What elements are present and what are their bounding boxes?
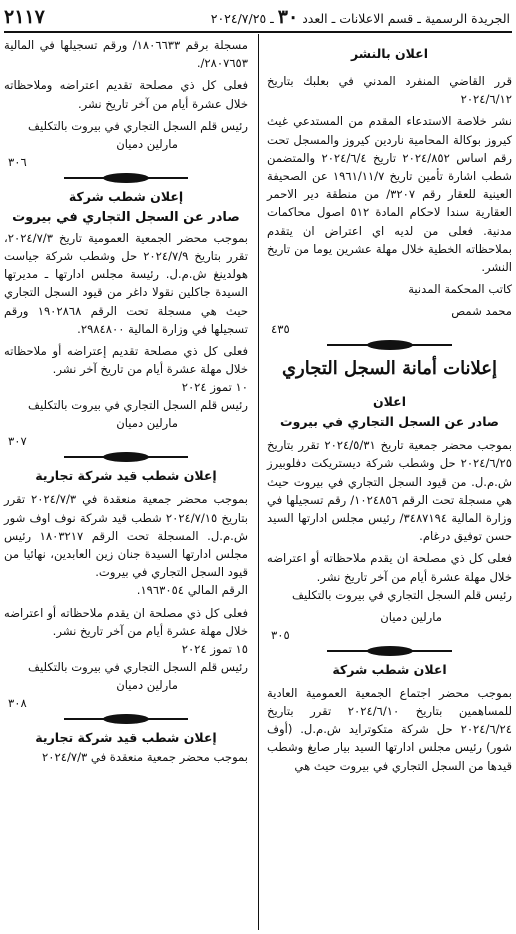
ad2-number: ٣٠٥ bbox=[271, 627, 290, 642]
ad1-paragraph-2: نشر خلاصة الاستدعاء المقدم من المستدعي غيث كيروز بوكالة المحامية ناردين كيروز والمسجل تحت رقم اساس ٢٠٢٤/٨٥٢ تاريخ ٢٠٢٤/٦/٤ والمتضمن شطب اشارة تأمين تاريخ ١٩٦١/١١/٧ عن الصحيفة العينية للعقار رقم ٣٢٠٧/ من منطقة دير الاحمر العقارية سندا لاحكام المادة ٥١٢ اصول محاكمات مدنية. فعلى من لديه اي اعتراض ان يتقدم بملاحظاته الخطية خلال مهلة عشرين يوما من تاريخ النشر. bbox=[267, 114, 512, 275]
ad6-paragraph-1: بموجب محضر جمعية منعقدة في ٢٠٢٤/٧/٣ bbox=[42, 750, 248, 765]
ad4-number: ٣٠٧ bbox=[8, 434, 27, 449]
page-number: ٢١١٧ bbox=[4, 6, 45, 28]
ad4-subtitle: صادر عن السجل التجاري في بيروت bbox=[12, 209, 240, 225]
cont-number: ٣٠٦ bbox=[8, 154, 27, 169]
header-issue-number: ٣٠ bbox=[277, 6, 299, 28]
ad4-signature-title: رئيس قلم السجل التجاري في بيروت بالتكليف bbox=[28, 398, 248, 413]
section-title: إعلانات أمانة السجل التجاري bbox=[281, 358, 498, 380]
page-header bbox=[4, 6, 510, 28]
ad5-title: إعلان شطب قيد شركة تجارية bbox=[35, 468, 217, 484]
ad1-signature-title: كاتب المحكمة المدنية bbox=[408, 282, 512, 297]
ad2-signature-name: مارلين دميان bbox=[380, 609, 442, 624]
separator-ornament bbox=[4, 173, 248, 183]
ad5-paragraph-3: فعلى كل ذي مصلحة ان يقدم ملاحظاته أو اعتراضه خلال مهلة عشرة أيام من آخر تاريخ نشر. bbox=[4, 605, 248, 638]
ad2-paragraph-2: فعلى كل ذي مصلحة ان يقدم ملاحظاته أو اعتراضه خلال مهلة عشرة أيام من آخر تاريخ نشر. bbox=[267, 551, 512, 584]
header-rule bbox=[4, 31, 512, 33]
ad6-title: إعلان شطب قيد شركة تجارية bbox=[35, 730, 217, 746]
cont-signature-name: مارلين دميان bbox=[116, 136, 178, 151]
ad5-paragraph-2: الرقم المالي ١٩٦٣٠٥٤. bbox=[136, 583, 248, 598]
header-title bbox=[211, 6, 510, 28]
separator-ornament bbox=[4, 714, 248, 724]
ad2-signature-title: رئيس قلم السجل التجاري في بيروت بالتكليف bbox=[292, 587, 512, 602]
separator-ornament bbox=[267, 340, 512, 350]
ad1-signature-name: محمد شمص bbox=[451, 304, 512, 319]
left-column bbox=[4, 36, 248, 930]
ad3-paragraph-1: بموجب محضر اجتماع الجمعية العمومية العادية للمساهمين بتاريخ ٢٠٢٤/٦/١٠ تقرر بتاريخ ٢٠٢٤/٦/٢٤ حل شركة متكوتراید ش.م.ل. (أوف شور) رئيس مجلس ادارتها السيد بيار صايغ وشطب قيدها من السجل التجاري في بيروت حيث هي bbox=[267, 685, 512, 773]
ad5-paragraph-1: بموجب محضر جمعية منعقدة في ٢٠٢٤/٧/٣ تقرر بتاريخ ٢٠٢٤/٧/١٥ شطب قيد شركة نوف اوف شور ش.م.ل. المسجلة تحت الرقم ١٨٠٣٢١٧ رئيس مجلس ادارتها السيدة جنان زين العابدين، نهائيا من قيود السجل التجاري في بيروت. bbox=[4, 492, 248, 580]
ad1-paragraph-1: قرر القاضي المنفرد المدني في بعلبك بتاريخ ٢٠٢٤/٦/١٢ bbox=[267, 74, 512, 107]
ad4-signature-name: مارلين دميان bbox=[116, 416, 178, 431]
ad2-paragraph-1: بموجب محضر جمعية تاريخ ٢٠٢٤/٥/٣١ تقرر بتاريخ ٢٠٢٤/٦/٢٥ حل وشطب شركة ديستريكت دفلوبيرز ش.م.ل. من قيود السجل التجاري في بيروت حيث هي مسجلة تحت الرقم ١٠٢٤٨٥٦/ رقم تسجيلها في وزارة المالية ٣٤٨٧١٩٤/ رئيس مجلس ادارتها السيد حسن توفيق درغام. bbox=[267, 438, 512, 544]
ad4-date: ١٠ تموز ٢٠٢٤ bbox=[181, 380, 248, 395]
ad5-signature-name: مارلين دميان bbox=[116, 678, 178, 693]
cont-paragraph-2: فعلى كل ذي مصلحة تقديم اعتراضه وملاحظاته خلال عشرة أيام من آخر تاريخ نشر. bbox=[4, 78, 248, 111]
ad4-title: إعلان شطب شركة bbox=[68, 188, 184, 204]
cont-signature-title: رئيس قلم السجل التجاري في بيروت بالتكليف bbox=[28, 118, 248, 133]
separator-ornament bbox=[267, 646, 512, 656]
ad5-number: ٣٠٨ bbox=[8, 696, 27, 711]
header-date: ـ ٢٠٢٤/٧/٢٥ bbox=[210, 11, 274, 26]
ad2-subtitle: صادر عن السجل التجاري في بيروت bbox=[280, 414, 499, 430]
ad1-number: ٤٣٥ bbox=[271, 322, 290, 337]
separator-ornament bbox=[4, 452, 248, 462]
ad1-title: اعلان بالنشر bbox=[350, 46, 428, 61]
ad5-date: ١٥ تموز ٢٠٢٤ bbox=[181, 642, 248, 657]
header-title-prefix: الجريدة الرسمية ـ قسم الاعلانات ـ العدد bbox=[302, 11, 510, 26]
ad2-title: اعلان bbox=[373, 394, 406, 410]
ad5-signature-title: رئيس قلم السجل التجاري في بيروت بالتكليف bbox=[28, 660, 248, 675]
ad3-title: اعلان شطب شركة bbox=[332, 661, 447, 677]
right-column bbox=[267, 36, 512, 930]
ad4-paragraph-2: فعلى كل ذي مصلحة تقديم إعتراضه أو ملاحظاته خلال مهلة عشرة أيام من تاريخ آخر نشر. bbox=[4, 344, 248, 377]
column-divider bbox=[258, 34, 259, 930]
ad4-paragraph-1: بموجب محضر الجمعية العمومية تاريخ ٢٠٢٤/٧/٣، تقرر بتاريخ ٢٠٢٤/٧/٩ حل وشطب شركة جياست هولدينغ ش.م.ل. رئيسة مجلس ادارتها ـ مديرتها السيدة جاكلين نقولا داغر من قيود السجل التجاري حيث هي مسجلة تحت الرقم ١٩٠٢٨٦٨ ورقم تسجيلها في وزارة المالية ٢٩٨٤٨٠٠. bbox=[4, 230, 248, 336]
cont-paragraph-1: مسجلة برقم ١٨٠٦٦٣٣/ ورقم تسجيلها في المالية ٢٨٠٧٦٥٣/. bbox=[4, 38, 249, 71]
